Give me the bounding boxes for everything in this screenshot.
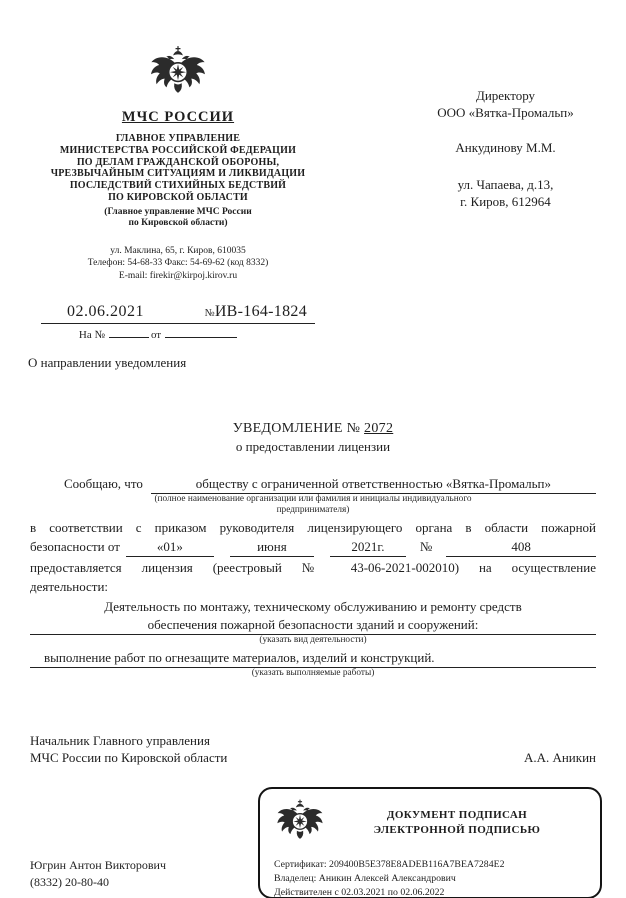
activity-description bbox=[30, 598, 596, 635]
notification-number: 2072 bbox=[364, 421, 394, 436]
stamp-title-line2: ЭЛЕКТРОННОЙ ПОДПИСЬЮ bbox=[373, 823, 541, 836]
agency-short-name: МЧС РОССИИ bbox=[121, 109, 235, 125]
executor-phone: (8332) 20-80-40 bbox=[30, 875, 109, 890]
agency-paren-line: (Главное управление МЧС России bbox=[104, 206, 252, 217]
order-year: 2021г. bbox=[330, 538, 406, 557]
mchs-eagle-emblem-icon bbox=[274, 797, 326, 849]
intro-line bbox=[30, 475, 596, 494]
addressee-block bbox=[388, 88, 623, 341]
letterhead bbox=[0, 0, 626, 341]
notification-title-label: УВЕДОМЛЕНИЕ № bbox=[232, 421, 361, 436]
works-hint: (указать выполняемые работы) bbox=[251, 668, 375, 679]
addressee-position: Директору bbox=[475, 88, 536, 103]
order-prefix: безопасности от bbox=[30, 539, 120, 555]
order-month: июня bbox=[230, 538, 314, 557]
activity-line2: обеспечения пожарной безопасности зданий и сооружений: bbox=[147, 616, 479, 632]
licensee-hint-line2: предпринимателя) bbox=[276, 505, 350, 516]
agency-full-line: ПО КИРОВСКОЙ ОБЛАСТИ bbox=[108, 191, 248, 203]
agency-full-line: ПОСЛЕДСТВИЙ СТИХИЙНЫХ БЕДСТВИЙ bbox=[69, 180, 287, 192]
executor-name: Югрин Антон Викторович bbox=[30, 857, 167, 872]
agency-full-line: ГЛАВНОЕ УПРАВЛЕНИЕ bbox=[115, 133, 241, 144]
agency-full-line: ПО ДЕЛАМ ГРАЖДАНСКОЙ ОБОРОНЫ, bbox=[76, 156, 280, 168]
signer-name: А.А. Аникин bbox=[523, 750, 596, 766]
reference-row bbox=[28, 328, 328, 341]
signer-position-line2: МЧС России по Кировской области bbox=[30, 750, 228, 766]
ref-ot-label: от bbox=[150, 329, 162, 341]
notification-subtitle: о предоставлении лицензии bbox=[235, 439, 391, 454]
agency-paren-line: по Кировской области) bbox=[128, 218, 228, 229]
licensee-name: обществу с ограниченной ответственностью «Вятка-Промальп» bbox=[151, 475, 596, 494]
stamp-title-line1: ДОКУМЕНТ ПОДПИСАН bbox=[386, 809, 528, 822]
digital-signature-stamp bbox=[258, 787, 602, 898]
order-day: «01» bbox=[126, 538, 214, 557]
ref-date-blank bbox=[165, 328, 237, 338]
agency-full-line: ЧРЕЗВЫЧАЙНЫМ СИТУАЦИЯМ И ЛИКВИДАЦИИ bbox=[50, 168, 306, 180]
document-number: ИВ-164-1824 bbox=[214, 303, 307, 320]
licensee-hint-line1: (полное наименование организации или фамилия и инициалы индивидуального bbox=[154, 493, 472, 504]
licensee-hint bbox=[30, 494, 596, 517]
mchs-eagle-emblem-icon bbox=[147, 46, 209, 102]
addressee-name: Анкудинову М.М. bbox=[455, 139, 556, 155]
stamp-certificate: Сертификат: 209400B5E378E8ADEB116A7BEA7284E2 bbox=[274, 858, 505, 870]
activity-line1: Деятельность по монтажу, техническому обслуживанию и ремонту средств bbox=[104, 598, 522, 614]
intro-label: Сообщаю, что bbox=[64, 476, 143, 491]
letterhead-left-column bbox=[28, 46, 328, 341]
ref-na-label: На № bbox=[78, 329, 105, 341]
agency-paren-name bbox=[28, 207, 328, 230]
bottom-section bbox=[0, 785, 626, 898]
executor-contact bbox=[30, 857, 166, 892]
activity-hint: (указать вид деятельности) bbox=[259, 635, 367, 646]
subject-line: О направлении уведомления bbox=[28, 355, 187, 370]
signature-block bbox=[30, 732, 596, 767]
agency-address: ул. Маклина, 65, г. Киров, 610035 bbox=[110, 245, 246, 256]
notification-title bbox=[0, 421, 626, 437]
body-text bbox=[30, 475, 596, 680]
addressee-address-line1: ул. Чапаева, д.13, bbox=[457, 176, 554, 192]
stamp-validity: Действителен с 02.03.2021 по 02.06.2022 bbox=[274, 887, 445, 898]
title-block bbox=[0, 421, 626, 455]
date-number-row bbox=[41, 303, 315, 324]
agency-full-name bbox=[28, 133, 328, 204]
agency-full-line: МИНИСТЕРСТВА РОССИЙСКОЙ ФЕДЕРАЦИИ bbox=[59, 144, 297, 156]
agency-phone: Телефон: 54-68-33 Факс: 54-69-62 (код 8332) bbox=[87, 258, 269, 269]
addressee-organization: ООО «Вятка-Промальп» bbox=[437, 104, 574, 120]
spacer bbox=[388, 157, 623, 177]
ref-number-blank bbox=[109, 328, 149, 338]
addressee-address-line2: г. Киров, 612964 bbox=[460, 193, 551, 209]
order-date-line bbox=[30, 538, 596, 557]
spacer bbox=[388, 122, 623, 140]
document-date: 02.06.2021 bbox=[67, 303, 144, 320]
order-number: 408 bbox=[446, 538, 596, 557]
stamp-title bbox=[326, 808, 588, 838]
agency-contacts bbox=[28, 245, 328, 283]
paragraph-license: предоставляется лицензия (реестровый № 43-06-2021-002010) на осуществление bbox=[30, 559, 596, 575]
paragraph-activity-label: деятельности: bbox=[30, 579, 109, 595]
works-description: выполнение работ по огнезащите материалов, изделий и конструкций. bbox=[30, 647, 596, 669]
stamp-details bbox=[274, 858, 588, 898]
number-sign: № bbox=[204, 308, 215, 319]
signer-position bbox=[30, 732, 227, 767]
signer-position-line1: Начальник Главного управления bbox=[30, 732, 210, 748]
agency-email: E-mail: firekir@kirpoj.kirov.ru bbox=[118, 271, 238, 282]
stamp-owner: Владелец: Аникин Алексей Александрович bbox=[274, 873, 456, 885]
order-number-sign: № bbox=[419, 539, 433, 555]
stamp-header bbox=[274, 797, 588, 849]
paragraph-order-intro: в соответствии с приказом руководителя лицензирующего органа в области пожарной bbox=[30, 519, 596, 535]
